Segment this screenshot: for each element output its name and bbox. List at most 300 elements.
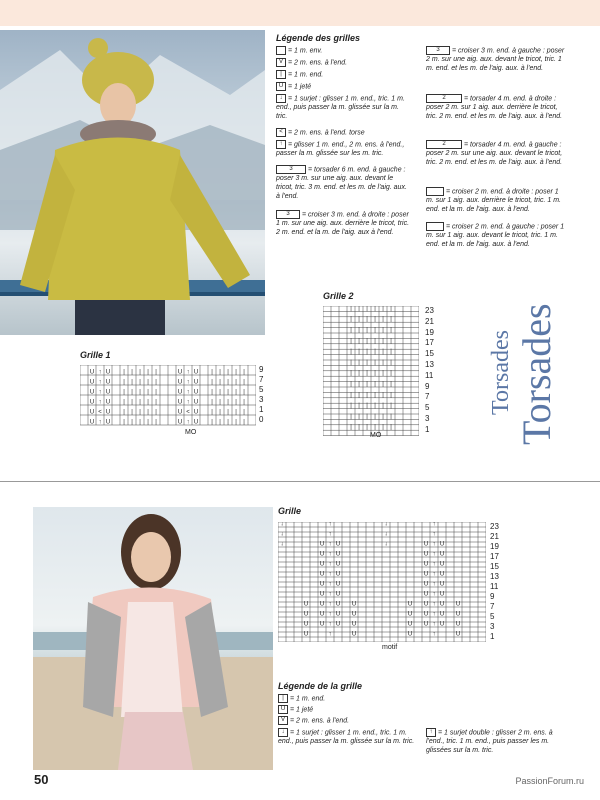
stitch-symbol: | xyxy=(382,327,384,334)
stitch-symbol: | xyxy=(155,409,157,416)
legend-text: = croiser 3 m. end. à droite : poser 1 m. sur une aig. aux. derrière le tricot, tric. 2 m. end. et la m. de l'aig. aux à l'end. xyxy=(276,211,410,237)
stitch-symbol: | xyxy=(366,359,368,366)
stitch-symbol: | xyxy=(155,369,157,376)
stitch-symbol: | xyxy=(219,419,221,426)
stitch-symbol: | xyxy=(227,389,229,396)
stitch-symbol: | xyxy=(131,389,133,396)
stitch-symbol: | xyxy=(390,392,392,399)
stitch-symbol: ↑ xyxy=(328,541,332,548)
stitch-symbol: | xyxy=(155,399,157,406)
stitch-symbol: ↑ xyxy=(328,561,332,568)
symbol-icon: ↑ xyxy=(276,140,286,149)
legend-item xyxy=(426,222,568,249)
stitch-symbol: | xyxy=(390,413,392,420)
stitch-symbol: | xyxy=(350,338,352,345)
symbol-icon: ↓ xyxy=(276,94,286,103)
row-number: 7 xyxy=(490,602,495,611)
stitch-symbol: U xyxy=(105,389,111,396)
grille-1-chart xyxy=(80,365,256,427)
stitch-symbol: U xyxy=(407,631,413,638)
stitch-symbol: | xyxy=(374,370,376,377)
stitch-symbol: | xyxy=(358,306,360,312)
symbol-icon: 3 xyxy=(426,46,450,55)
stitch-symbol: | xyxy=(139,419,141,426)
symbol-icon: U xyxy=(276,82,286,91)
stitch-symbol: | xyxy=(374,338,376,345)
stitch-symbol: U xyxy=(335,611,341,618)
legend-text: = croiser 3 m. end. à gauche : poser 2 m. sur une aig. aux. devant le tricot, tric. 1 m. end. et les m. de l'aig. aux. à l'end. xyxy=(426,47,565,73)
stitch-symbol: U xyxy=(319,591,325,598)
stitch-symbol: U xyxy=(335,581,341,588)
legend-item xyxy=(276,128,412,137)
row-number: 0 xyxy=(259,415,264,424)
stitch-symbol: | xyxy=(382,316,384,323)
stitch-symbol: U xyxy=(351,631,357,638)
stitch-symbol: | xyxy=(366,327,368,334)
symbol-icon: < xyxy=(276,128,286,137)
symbol-icon: 2 xyxy=(426,94,462,103)
stitch-symbol: | xyxy=(123,379,125,386)
legend-item xyxy=(426,46,568,73)
stitch-symbol: | xyxy=(350,349,352,356)
stitch-symbol: U xyxy=(423,581,429,588)
stitch-symbol: | xyxy=(227,399,229,406)
row-number: 23 xyxy=(490,522,499,531)
row-number: 3 xyxy=(425,414,430,423)
stitch-symbol: | xyxy=(131,369,133,376)
stitch-symbol: | xyxy=(374,306,376,312)
stitch-symbol: | xyxy=(358,338,360,345)
grille-1-mo-label: MO xyxy=(185,429,197,436)
row-number: 9 xyxy=(425,381,430,391)
legend-text: = 2 m. ens. à l'end. torse xyxy=(288,129,365,137)
stitch-symbol: | xyxy=(358,327,360,334)
stitch-symbol: | xyxy=(227,379,229,386)
symbol-icon: 3 xyxy=(276,165,306,174)
stitch-symbol: U xyxy=(319,601,325,608)
stitch-symbol: | xyxy=(382,413,384,420)
stitch-symbol: U xyxy=(89,419,95,426)
row-number: 13 xyxy=(425,360,434,369)
stitch-symbol: U xyxy=(439,621,445,628)
watermark: PassionForum.ru xyxy=(515,776,584,786)
symbol-icon: 3 xyxy=(276,210,300,219)
stitch-symbol: | xyxy=(147,369,149,376)
stitch-symbol: | xyxy=(382,392,384,399)
row-number: 5 xyxy=(259,385,264,394)
stitch-symbol: | xyxy=(219,369,221,376)
symbol-icon: V xyxy=(278,716,288,725)
row-number: 21 xyxy=(425,316,434,326)
stitch-symbol: U xyxy=(105,379,111,386)
stitch-symbol: | xyxy=(358,413,360,420)
photo-yellow-sweater-illustration xyxy=(0,30,265,335)
stitch-symbol: ↑ xyxy=(98,379,102,386)
symbol-icon xyxy=(426,222,444,231)
legend-2-title: Légende de la grille xyxy=(278,681,363,691)
stitch-symbol: U xyxy=(193,379,199,386)
symbol-icon: 2 xyxy=(426,140,462,149)
legend-text: = 2 m. ens. à l'end. xyxy=(290,717,350,725)
stitch-symbol: U xyxy=(89,389,95,396)
legend-item xyxy=(426,140,568,167)
stitch-symbol: | xyxy=(235,379,237,386)
stitch-symbol: | xyxy=(390,306,392,312)
symbol-icon: | xyxy=(276,70,286,79)
stitch-symbol: U xyxy=(351,621,357,628)
legend-text: = 1 m. env. xyxy=(288,47,323,55)
stitch-symbol: ↑ xyxy=(432,531,436,538)
stitch-symbol: | xyxy=(350,392,352,399)
legend-item xyxy=(278,705,418,714)
stitch-symbol: | xyxy=(147,389,149,396)
row-number: 1 xyxy=(259,405,264,414)
legend-text: = glisser 1 m. end., 2 m. ens. à l'end., passer la m. glissée sur les m. tric. xyxy=(276,141,405,158)
stitch-symbol: U xyxy=(319,551,325,558)
row-number: 19 xyxy=(490,542,499,551)
stitch-symbol: | xyxy=(350,381,352,388)
stitch-symbol: ↓ xyxy=(280,531,284,538)
stitch-symbol: U xyxy=(335,561,341,568)
stitch-symbol: ↑ xyxy=(432,601,436,608)
legend-text: = torsader 4 m. end. à droite : poser 2 m. sur 1 aig. aux. derrière le tricot, tric. 2 m. end. et les m. de l'aig. aux. à l'end. xyxy=(426,95,563,121)
symbol-icon xyxy=(426,187,444,196)
stitch-symbol: ↑ xyxy=(328,571,332,578)
grille-2-mo-label: MO xyxy=(370,432,382,439)
stitch-symbol: | xyxy=(382,306,384,312)
stitch-symbol: U xyxy=(455,601,461,608)
stitch-symbol: | xyxy=(350,403,352,410)
legend-item xyxy=(276,46,412,55)
section-title-small: Torsades xyxy=(488,330,514,415)
legend-text: = 1 surjet double : glisser 2 m. ens. à l'end., tric. 1 m. end., puis passer les m. glissées sur la m. tric. xyxy=(426,729,553,755)
stitch-symbol: ↑ xyxy=(328,601,332,608)
legend-item xyxy=(276,70,412,79)
stitch-symbol: U xyxy=(105,399,111,406)
row-number: 17 xyxy=(425,338,434,348)
stitch-symbol: | xyxy=(211,389,213,396)
row-number: 11 xyxy=(490,582,499,591)
stitch-symbol: ↓ xyxy=(384,541,388,548)
stitch-symbol: U xyxy=(407,601,413,608)
stitch-symbol: U xyxy=(439,551,445,558)
stitch-symbol: | xyxy=(350,316,352,323)
page-number: 50 xyxy=(34,772,49,787)
stitch-symbol: U xyxy=(439,591,445,598)
stitch-symbol: | xyxy=(131,399,133,406)
stitch-symbol: U xyxy=(455,611,461,618)
stitch-symbol: | xyxy=(123,369,125,376)
stitch-symbol: U xyxy=(319,581,325,588)
stitch-symbol: U xyxy=(423,541,429,548)
legend-text: = 1 surjet : glisser 1 m. end., tric. 1 m. end., puis passer la m. glissée sur la m. tric. xyxy=(276,95,405,121)
stitch-symbol: U xyxy=(335,541,341,548)
symbol-icon: V xyxy=(276,58,286,67)
stitch-symbol: ↑ xyxy=(432,581,436,588)
row-number: 3 xyxy=(490,622,495,631)
stitch-symbol: ↑ xyxy=(432,591,436,598)
stitch-symbol: | xyxy=(211,399,213,406)
stitch-symbol: | xyxy=(131,419,133,426)
stitch-symbol: ↑ xyxy=(98,419,102,426)
stitch-symbol: | xyxy=(374,403,376,410)
stitch-symbol: ↑ xyxy=(432,551,436,558)
stitch-symbol: | xyxy=(382,424,384,431)
stitch-symbol: | xyxy=(358,392,360,399)
stitch-symbol: U xyxy=(423,561,429,568)
stitch-symbol: | xyxy=(219,399,221,406)
stitch-symbol: U xyxy=(335,551,341,558)
legend-text: = torsader 4 m. end. à gauche : poser 2 m. sur une aig. aux. devant le tricot, tric. 2 m. end. et les m. de l'aig. aux. à l'end. xyxy=(426,141,563,167)
photo-pink-cardigan-illustration xyxy=(33,507,273,770)
section-divider xyxy=(0,481,600,482)
stitch-symbol: | xyxy=(390,349,392,356)
stitch-symbol: | xyxy=(350,359,352,366)
stitch-symbol: U xyxy=(439,561,445,568)
legend-item xyxy=(278,716,418,725)
legend-title: Légende des grilles xyxy=(276,33,361,43)
stitch-symbol: ↓ xyxy=(384,522,388,528)
row-number: 23 xyxy=(425,306,434,315)
stitch-symbol: ↑ xyxy=(98,389,102,396)
stitch-symbol: | xyxy=(366,392,368,399)
stitch-symbol: | xyxy=(390,359,392,366)
stitch-symbol: ↑ xyxy=(432,522,436,528)
stitch-symbol: | xyxy=(243,369,245,376)
stitch-symbol: | xyxy=(390,370,392,377)
stitch-symbol: U xyxy=(177,409,183,416)
stitch-symbol: | xyxy=(374,424,376,431)
stitch-symbol: U xyxy=(193,409,199,416)
symbol-icon xyxy=(276,46,286,55)
stitch-symbol: | xyxy=(390,316,392,323)
stitch-symbol: | xyxy=(155,419,157,426)
stitch-symbol: U xyxy=(177,379,183,386)
stitch-symbol: | xyxy=(235,409,237,416)
stitch-symbol: | xyxy=(123,409,125,416)
stitch-symbol: | xyxy=(123,419,125,426)
legend-item xyxy=(276,82,412,91)
stitch-symbol: ↑ xyxy=(432,541,436,548)
stitch-symbol: U xyxy=(351,611,357,618)
legend-item xyxy=(278,694,418,703)
legend-text: = 1 surjet : glisser 1 m. end., tric. 1 m. end., puis passer la m. glissée sur la m. tric. xyxy=(278,729,415,746)
stitch-symbol: | xyxy=(139,369,141,376)
stitch-symbol: ↑ xyxy=(98,399,102,406)
stitch-symbol: U xyxy=(193,419,199,426)
stitch-symbol: | xyxy=(227,369,229,376)
grille-1-title: Grille 1 xyxy=(80,350,111,360)
legend-text: = 1 m. end. xyxy=(288,71,324,79)
stitch-symbol: U xyxy=(303,611,309,618)
stitch-symbol: < xyxy=(186,409,190,416)
stitch-symbol: | xyxy=(211,409,213,416)
stitch-symbol: | xyxy=(147,399,149,406)
stitch-symbol: U xyxy=(335,601,341,608)
stitch-symbol: | xyxy=(366,413,368,420)
stitch-symbol: | xyxy=(358,349,360,356)
stitch-symbol: | xyxy=(366,306,368,312)
stitch-symbol: ↑ xyxy=(432,561,436,568)
stitch-symbol: ↑ xyxy=(186,379,190,386)
stitch-symbol: ↑ xyxy=(186,399,190,406)
stitch-symbol: | xyxy=(366,403,368,410)
stitch-symbol: | xyxy=(374,359,376,366)
stitch-symbol: U xyxy=(423,591,429,598)
stitch-symbol: U xyxy=(193,369,199,376)
symbol-icon: U xyxy=(278,705,288,714)
stitch-symbol: ↑ xyxy=(328,591,332,598)
legend-text: = 1 jeté xyxy=(288,83,312,91)
stitch-symbol: | xyxy=(382,349,384,356)
stitch-symbol: | xyxy=(350,370,352,377)
stitch-symbol: | xyxy=(358,370,360,377)
row-number: 15 xyxy=(490,562,499,571)
stitch-symbol: | xyxy=(382,381,384,388)
stitch-symbol: U xyxy=(407,621,413,628)
stitch-symbol: ↑ xyxy=(328,611,332,618)
row-number: 21 xyxy=(490,532,499,541)
stitch-symbol: | xyxy=(219,389,221,396)
stitch-symbol: ↓ xyxy=(280,522,284,528)
row-number: 7 xyxy=(259,375,264,384)
legend-item xyxy=(426,728,568,755)
stitch-symbol: | xyxy=(366,381,368,388)
stitch-symbol: ↑ xyxy=(186,369,190,376)
stitch-symbol: | xyxy=(227,409,229,416)
stitch-symbol: U xyxy=(89,409,95,416)
symbol-icon: ↓ xyxy=(278,728,288,737)
stitch-symbol: | xyxy=(390,338,392,345)
stitch-symbol: U xyxy=(319,611,325,618)
stitch-symbol: | xyxy=(390,403,392,410)
legend-item xyxy=(276,140,412,158)
legend-item xyxy=(426,187,568,214)
stitch-symbol: U xyxy=(319,621,325,628)
stitch-symbol: U xyxy=(455,631,461,638)
stitch-symbol: ↑ xyxy=(328,631,332,638)
stitch-symbol: | xyxy=(350,327,352,334)
stitch-symbol: | xyxy=(382,359,384,366)
legend-item xyxy=(278,728,418,746)
stitch-symbol: U xyxy=(423,611,429,618)
stitch-symbol: U xyxy=(319,561,325,568)
stitch-symbol: U xyxy=(335,621,341,628)
stitch-symbol: | xyxy=(147,409,149,416)
legend-item xyxy=(426,94,568,121)
stitch-symbol: U xyxy=(303,601,309,608)
stitch-symbol: | xyxy=(219,409,221,416)
stitch-symbol: | xyxy=(243,399,245,406)
stitch-symbol: | xyxy=(211,419,213,426)
stitch-symbol: U xyxy=(89,379,95,386)
stitch-symbol: U xyxy=(105,419,111,426)
stitch-symbol: | xyxy=(382,338,384,345)
stitch-symbol: | xyxy=(390,381,392,388)
row-number: 3 xyxy=(259,395,264,404)
stitch-symbol: ↑ xyxy=(186,419,190,426)
stitch-symbol: U xyxy=(335,571,341,578)
legend-item xyxy=(276,94,412,121)
stitch-symbol: U xyxy=(177,399,183,406)
stitch-symbol: | xyxy=(235,369,237,376)
stitch-symbol: U xyxy=(439,541,445,548)
stitch-symbol: ↓ xyxy=(384,531,388,538)
stitch-symbol: | xyxy=(139,409,141,416)
stitch-symbol: ↑ xyxy=(98,369,102,376)
stitch-symbol: | xyxy=(358,359,360,366)
stitch-symbol: | xyxy=(358,424,360,431)
stitch-symbol: | xyxy=(139,379,141,386)
stitch-symbol: | xyxy=(139,389,141,396)
stitch-symbol: | xyxy=(227,419,229,426)
stitch-symbol: | xyxy=(243,379,245,386)
stitch-symbol: | xyxy=(235,399,237,406)
stitch-symbol: | xyxy=(358,381,360,388)
top-color-band xyxy=(0,0,600,26)
legend-item xyxy=(276,165,412,201)
stitch-symbol: | xyxy=(358,403,360,410)
stitch-symbol: | xyxy=(243,409,245,416)
symbol-icon: ↑ xyxy=(426,728,436,737)
stitch-symbol: | xyxy=(147,379,149,386)
legend-text: = croiser 2 m. end. à gauche : poser 1 m. sur 1 aig. aux. devant le tricot, tric. 1 m. end. et la m. de l'aig. aux. à l'end. xyxy=(426,223,565,249)
stitch-symbol: U xyxy=(303,621,309,628)
legend-item xyxy=(276,210,412,237)
stitch-symbol: | xyxy=(390,327,392,334)
row-number: 11 xyxy=(425,370,434,380)
legend-text: = 2 m. ens. à l'end. xyxy=(288,59,348,67)
stitch-symbol: ↓ xyxy=(280,541,284,548)
stitch-symbol: | xyxy=(235,389,237,396)
grille-3-motif-label: motif xyxy=(382,644,398,651)
stitch-symbol: | xyxy=(131,379,133,386)
stitch-symbol: | xyxy=(123,389,125,396)
photo-yellow-sweater xyxy=(0,30,265,335)
grille-3-title: Grille xyxy=(278,506,302,516)
stitch-symbol: | xyxy=(366,338,368,345)
grille-2-chart xyxy=(323,306,419,436)
legend-text: = 1 m. end. xyxy=(290,695,326,703)
row-number: 1 xyxy=(490,632,495,641)
stitch-symbol: U xyxy=(193,399,199,406)
stitch-symbol: ↑ xyxy=(186,389,190,396)
stitch-symbol: U xyxy=(439,581,445,588)
stitch-symbol: U xyxy=(439,611,445,618)
row-number: 9 xyxy=(259,365,264,374)
stitch-symbol: U xyxy=(319,571,325,578)
stitch-symbol: ↑ xyxy=(432,571,436,578)
legend-text: = torsader 6 m. end. à gauche : poser 3 m. sur une aig. aux. devant le tricot, tric. 3 m. end. et les m. de l'aig. aux. à l'end. xyxy=(276,166,407,201)
stitch-symbol: | xyxy=(374,349,376,356)
stitch-symbol: U xyxy=(439,571,445,578)
stitch-symbol: | xyxy=(366,316,368,323)
row-number: 17 xyxy=(490,552,499,561)
stitch-symbol: U xyxy=(423,621,429,628)
stitch-symbol: U xyxy=(177,419,183,426)
stitch-symbol: | xyxy=(139,399,141,406)
stitch-symbol: | xyxy=(243,419,245,426)
stitch-symbol: | xyxy=(131,409,133,416)
stitch-symbol: ↑ xyxy=(328,551,332,558)
stitch-symbol: ↑ xyxy=(432,631,436,638)
stitch-symbol: | xyxy=(374,392,376,399)
stitch-symbol: | xyxy=(382,403,384,410)
stitch-symbol: | xyxy=(374,381,376,388)
stitch-symbol: U xyxy=(105,409,111,416)
stitch-symbol: U xyxy=(423,551,429,558)
stitch-symbol: U xyxy=(89,399,95,406)
